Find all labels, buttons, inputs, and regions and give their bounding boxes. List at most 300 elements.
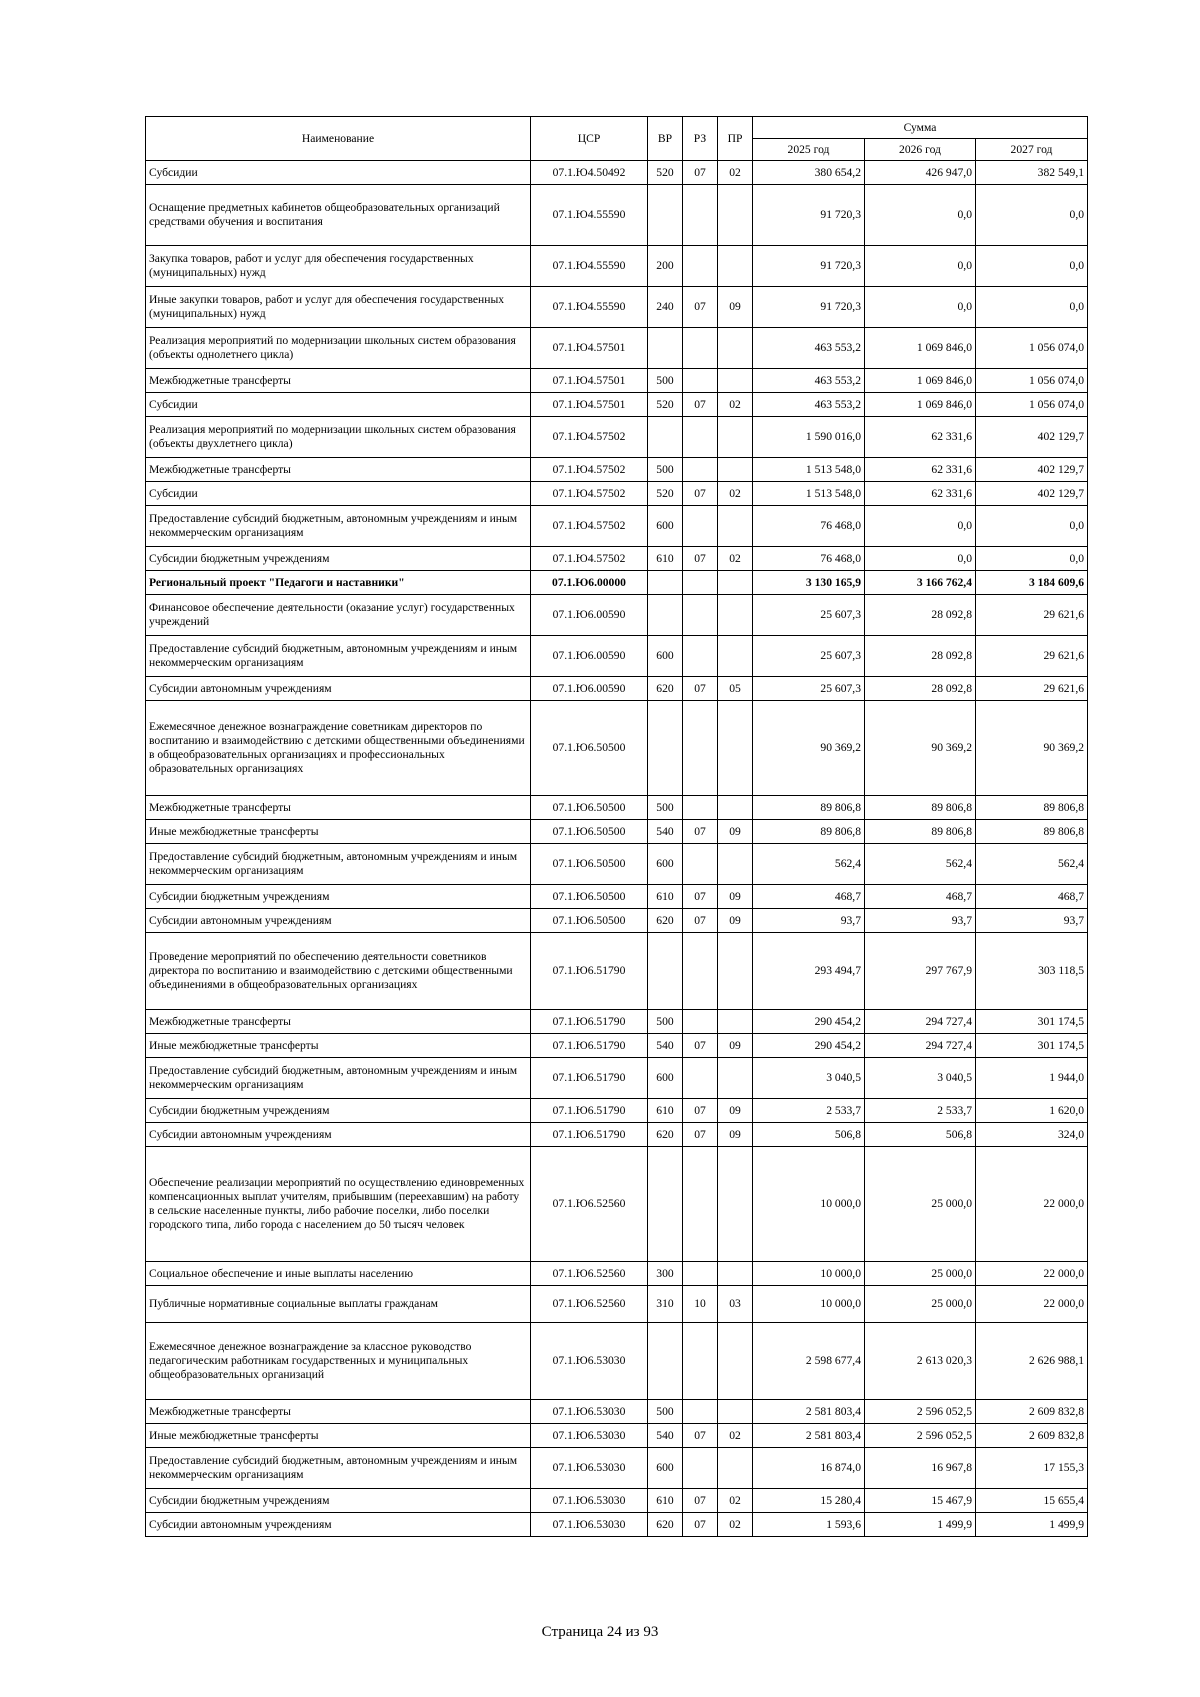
cell-sum-2027: 17 155,3 bbox=[976, 1448, 1088, 1489]
cell-pr: 02 bbox=[718, 1424, 753, 1448]
table-row bbox=[146, 933, 1088, 1010]
cell-vr: 500 bbox=[648, 1010, 683, 1034]
table-row bbox=[146, 369, 1088, 393]
cell-name: Предоставление субсидий бюджетным, автономным учреждениям и иным некоммерческим организациям bbox=[146, 506, 531, 547]
cell-sum-2027: 2 609 832,8 bbox=[976, 1400, 1088, 1424]
cell-pr bbox=[718, 328, 753, 369]
cell-rz bbox=[683, 701, 718, 796]
cell-vr: 500 bbox=[648, 1400, 683, 1424]
cell-sum-2026: 426 947,0 bbox=[865, 161, 976, 185]
cell-sum-2025: 1 593,6 bbox=[753, 1513, 865, 1537]
cell-name: Межбюджетные трансферты bbox=[146, 458, 531, 482]
cell-sum-2026: 2 613 020,3 bbox=[865, 1323, 976, 1400]
cell-csr: 07.1.Ю4.57501 bbox=[531, 328, 648, 369]
cell-name: Иные межбюджетные трансферты bbox=[146, 820, 531, 844]
cell-csr: 07.1.Ю6.00000 bbox=[531, 571, 648, 595]
cell-pr bbox=[718, 1323, 753, 1400]
cell-sum-2027: 0,0 bbox=[976, 287, 1088, 328]
cell-rz: 07 bbox=[683, 287, 718, 328]
cell-pr bbox=[718, 571, 753, 595]
cell-sum-2026: 25 000,0 bbox=[865, 1286, 976, 1323]
cell-name: Реализация мероприятий по модернизации школьных систем образования (объекты однолетнего цикла) bbox=[146, 328, 531, 369]
cell-vr: 540 bbox=[648, 820, 683, 844]
cell-vr: 600 bbox=[648, 506, 683, 547]
table-row bbox=[146, 796, 1088, 820]
cell-sum-2027: 0,0 bbox=[976, 185, 1088, 246]
cell-csr: 07.1.Ю4.57501 bbox=[531, 393, 648, 417]
table-row bbox=[146, 885, 1088, 909]
cell-rz bbox=[683, 844, 718, 885]
table-row bbox=[146, 1323, 1088, 1400]
cell-rz bbox=[683, 1400, 718, 1424]
table-row bbox=[146, 844, 1088, 885]
cell-pr: 09 bbox=[718, 1034, 753, 1058]
table-row bbox=[146, 161, 1088, 185]
cell-sum-2026: 89 806,8 bbox=[865, 820, 976, 844]
cell-vr bbox=[648, 417, 683, 458]
cell-name: Предоставление субсидий бюджетным, автономным учреждениям и иным некоммерческим организациям bbox=[146, 1058, 531, 1099]
cell-pr bbox=[718, 701, 753, 796]
cell-name: Субсидии автономным учреждениям bbox=[146, 677, 531, 701]
header-row bbox=[146, 117, 1088, 139]
table-row bbox=[146, 1513, 1088, 1537]
table-row bbox=[146, 246, 1088, 287]
cell-rz bbox=[683, 1323, 718, 1400]
cell-name: Оснащение предметных кабинетов общеобразовательных организаций средствами обучения и воспитания bbox=[146, 185, 531, 246]
cell-pr bbox=[718, 246, 753, 287]
cell-rz: 07 bbox=[683, 1424, 718, 1448]
cell-sum-2027: 402 129,7 bbox=[976, 482, 1088, 506]
cell-name: Ежемесячное денежное вознаграждение советникам директоров по воспитанию и взаимодействию с детскими общественными объединениями в общеобразовательных организациях и профессиональных образовательных организациях bbox=[146, 701, 531, 796]
table-row bbox=[146, 458, 1088, 482]
cell-sum-2027: 1 499,9 bbox=[976, 1513, 1088, 1537]
cell-sum-2026: 3 166 762,4 bbox=[865, 571, 976, 595]
cell-pr bbox=[718, 1010, 753, 1034]
cell-vr: 610 bbox=[648, 547, 683, 571]
cell-name: Субсидии бюджетным учреждениям bbox=[146, 1099, 531, 1123]
cell-rz bbox=[683, 796, 718, 820]
cell-rz: 07 bbox=[683, 885, 718, 909]
cell-name: Социальное обеспечение и иные выплаты населению bbox=[146, 1262, 531, 1286]
cell-rz bbox=[683, 1448, 718, 1489]
cell-sum-2027: 93,7 bbox=[976, 909, 1088, 933]
header-rz: РЗ bbox=[683, 117, 718, 161]
cell-name: Предоставление субсидий бюджетным, автономным учреждениям и иным некоммерческим организациям bbox=[146, 636, 531, 677]
cell-sum-2025: 380 654,2 bbox=[753, 161, 865, 185]
table-row bbox=[146, 1424, 1088, 1448]
cell-sum-2025: 463 553,2 bbox=[753, 393, 865, 417]
cell-sum-2025: 10 000,0 bbox=[753, 1286, 865, 1323]
cell-vr bbox=[648, 595, 683, 636]
cell-sum-2025: 2 581 803,4 bbox=[753, 1424, 865, 1448]
cell-rz: 07 bbox=[683, 1099, 718, 1123]
cell-pr: 05 bbox=[718, 677, 753, 701]
cell-rz bbox=[683, 246, 718, 287]
table-row bbox=[146, 571, 1088, 595]
cell-sum-2027: 402 129,7 bbox=[976, 417, 1088, 458]
cell-rz bbox=[683, 1058, 718, 1099]
cell-sum-2026: 90 369,2 bbox=[865, 701, 976, 796]
cell-vr: 620 bbox=[648, 909, 683, 933]
table-row bbox=[146, 185, 1088, 246]
cell-rz bbox=[683, 369, 718, 393]
cell-name: Ежемесячное денежное вознаграждение за классное руководство педагогическим работникам государственных и муниципальных общеобразовательных организаций bbox=[146, 1323, 531, 1400]
cell-name: Проведение мероприятий по обеспечению деятельности советников директора по воспитанию и взаимодействию с детскими общественными объединениями в общеобразовательных организациях bbox=[146, 933, 531, 1010]
cell-rz: 07 bbox=[683, 161, 718, 185]
cell-vr: 240 bbox=[648, 287, 683, 328]
cell-name: Обеспечение реализации мероприятий по осуществлению единовременных компенсационных выплат учителям, прибывшим (переехавшим) на работу в сельские населенные пункты, либо рабочие поселки, либо поселки городского типа, либо города с населением до 50 тысяч человек bbox=[146, 1147, 531, 1262]
table-row bbox=[146, 909, 1088, 933]
cell-sum-2027: 29 621,6 bbox=[976, 595, 1088, 636]
cell-sum-2025: 3 040,5 bbox=[753, 1058, 865, 1099]
cell-sum-2027: 402 129,7 bbox=[976, 458, 1088, 482]
cell-rz bbox=[683, 328, 718, 369]
cell-rz bbox=[683, 417, 718, 458]
cell-name: Иные межбюджетные трансферты bbox=[146, 1034, 531, 1058]
cell-sum-2027: 22 000,0 bbox=[976, 1262, 1088, 1286]
cell-pr: 02 bbox=[718, 1489, 753, 1513]
cell-sum-2025: 463 553,2 bbox=[753, 369, 865, 393]
cell-csr: 07.1.Ю6.52560 bbox=[531, 1147, 648, 1262]
cell-csr: 07.1.Ю4.55590 bbox=[531, 246, 648, 287]
cell-sum-2026: 28 092,8 bbox=[865, 677, 976, 701]
cell-name: Межбюджетные трансферты bbox=[146, 369, 531, 393]
cell-sum-2026: 62 331,6 bbox=[865, 417, 976, 458]
cell-csr: 07.1.Ю4.57502 bbox=[531, 458, 648, 482]
cell-sum-2025: 293 494,7 bbox=[753, 933, 865, 1010]
cell-sum-2025: 25 607,3 bbox=[753, 595, 865, 636]
table-row bbox=[146, 1010, 1088, 1034]
cell-rz: 10 bbox=[683, 1286, 718, 1323]
cell-sum-2027: 15 655,4 bbox=[976, 1489, 1088, 1513]
header-csr: ЦСР bbox=[531, 117, 648, 161]
cell-csr: 07.1.Ю6.51790 bbox=[531, 1010, 648, 1034]
cell-sum-2025: 25 607,3 bbox=[753, 636, 865, 677]
cell-csr: 07.1.Ю6.52560 bbox=[531, 1286, 648, 1323]
cell-sum-2025: 1 590 016,0 bbox=[753, 417, 865, 458]
cell-name: Субсидии бюджетным учреждениям bbox=[146, 1489, 531, 1513]
cell-csr: 07.1.Ю6.51790 bbox=[531, 1099, 648, 1123]
cell-sum-2025: 290 454,2 bbox=[753, 1010, 865, 1034]
cell-csr: 07.1.Ю6.53030 bbox=[531, 1424, 648, 1448]
cell-name: Межбюджетные трансферты bbox=[146, 796, 531, 820]
table-row bbox=[146, 701, 1088, 796]
cell-sum-2027: 29 621,6 bbox=[976, 636, 1088, 677]
cell-csr: 07.1.Ю6.53030 bbox=[531, 1400, 648, 1424]
table-row bbox=[146, 1286, 1088, 1323]
cell-sum-2027: 301 174,5 bbox=[976, 1010, 1088, 1034]
cell-rz bbox=[683, 458, 718, 482]
table-row bbox=[146, 1099, 1088, 1123]
cell-sum-2026: 15 467,9 bbox=[865, 1489, 976, 1513]
page-number: Страница 24 из 93 bbox=[541, 1624, 659, 1640]
cell-vr: 540 bbox=[648, 1424, 683, 1448]
cell-rz: 07 bbox=[683, 1123, 718, 1147]
cell-sum-2025: 91 720,3 bbox=[753, 246, 865, 287]
cell-vr bbox=[648, 933, 683, 1010]
cell-name: Предоставление субсидий бюджетным, автономным учреждениям и иным некоммерческим организациям bbox=[146, 844, 531, 885]
cell-csr: 07.1.Ю4.57502 bbox=[531, 482, 648, 506]
cell-csr: 07.1.Ю6.50500 bbox=[531, 701, 648, 796]
cell-pr bbox=[718, 1448, 753, 1489]
cell-sum-2025: 91 720,3 bbox=[753, 287, 865, 328]
cell-csr: 07.1.Ю6.53030 bbox=[531, 1489, 648, 1513]
cell-sum-2026: 294 727,4 bbox=[865, 1034, 976, 1058]
cell-name: Иные закупки товаров, работ и услуг для обеспечения государственных (муниципальных) нужд bbox=[146, 287, 531, 328]
cell-sum-2025: 89 806,8 bbox=[753, 820, 865, 844]
cell-pr bbox=[718, 1262, 753, 1286]
cell-sum-2027: 303 118,5 bbox=[976, 933, 1088, 1010]
cell-csr: 07.1.Ю6.51790 bbox=[531, 1058, 648, 1099]
cell-pr bbox=[718, 1400, 753, 1424]
cell-sum-2027: 22 000,0 bbox=[976, 1147, 1088, 1262]
cell-name: Предоставление субсидий бюджетным, автономным учреждениям и иным некоммерческим организациям bbox=[146, 1448, 531, 1489]
cell-csr: 07.1.Ю4.57502 bbox=[531, 547, 648, 571]
cell-vr: 600 bbox=[648, 1058, 683, 1099]
cell-name: Субсидии автономным учреждениям bbox=[146, 909, 531, 933]
table-row bbox=[146, 482, 1088, 506]
cell-sum-2025: 76 468,0 bbox=[753, 506, 865, 547]
header-sum: Сумма bbox=[753, 117, 1088, 139]
cell-vr: 600 bbox=[648, 844, 683, 885]
cell-vr: 600 bbox=[648, 636, 683, 677]
cell-name: Публичные нормативные социальные выплаты гражданам bbox=[146, 1286, 531, 1323]
cell-pr bbox=[718, 1147, 753, 1262]
cell-pr: 02 bbox=[718, 393, 753, 417]
table-row bbox=[146, 547, 1088, 571]
header-year-2027: 2027 год bbox=[976, 139, 1088, 161]
header-year-2025: 2025 год bbox=[753, 139, 865, 161]
cell-rz bbox=[683, 933, 718, 1010]
header-vr: ВР bbox=[648, 117, 683, 161]
cell-csr: 07.1.Ю6.50500 bbox=[531, 796, 648, 820]
cell-pr: 09 bbox=[718, 1123, 753, 1147]
cell-sum-2026: 0,0 bbox=[865, 506, 976, 547]
cell-name: Межбюджетные трансферты bbox=[146, 1010, 531, 1034]
cell-sum-2027: 301 174,5 bbox=[976, 1034, 1088, 1058]
table-row bbox=[146, 1034, 1088, 1058]
cell-pr bbox=[718, 506, 753, 547]
cell-csr: 07.1.Ю6.00590 bbox=[531, 595, 648, 636]
cell-sum-2027: 1 056 074,0 bbox=[976, 393, 1088, 417]
table-row bbox=[146, 1262, 1088, 1286]
cell-sum-2025: 16 874,0 bbox=[753, 1448, 865, 1489]
cell-vr: 600 bbox=[648, 1448, 683, 1489]
cell-sum-2025: 1 513 548,0 bbox=[753, 458, 865, 482]
cell-sum-2027: 89 806,8 bbox=[976, 820, 1088, 844]
cell-pr: 02 bbox=[718, 1513, 753, 1537]
cell-csr: 07.1.Ю6.52560 bbox=[531, 1262, 648, 1286]
cell-vr: 300 bbox=[648, 1262, 683, 1286]
cell-rz bbox=[683, 1262, 718, 1286]
cell-rz: 07 bbox=[683, 1513, 718, 1537]
cell-vr: 610 bbox=[648, 885, 683, 909]
cell-csr: 07.1.Ю4.55590 bbox=[531, 185, 648, 246]
header-name: Наименование bbox=[146, 117, 531, 161]
cell-pr bbox=[718, 844, 753, 885]
header-pr: ПР bbox=[718, 117, 753, 161]
cell-pr bbox=[718, 458, 753, 482]
cell-vr: 310 bbox=[648, 1286, 683, 1323]
cell-sum-2025: 463 553,2 bbox=[753, 328, 865, 369]
table-row bbox=[146, 1123, 1088, 1147]
cell-pr bbox=[718, 933, 753, 1010]
cell-pr: 09 bbox=[718, 1099, 753, 1123]
cell-name: Субсидии bbox=[146, 482, 531, 506]
cell-vr: 500 bbox=[648, 796, 683, 820]
cell-sum-2027: 1 944,0 bbox=[976, 1058, 1088, 1099]
cell-rz bbox=[683, 506, 718, 547]
cell-csr: 07.1.Ю6.51790 bbox=[531, 933, 648, 1010]
cell-pr bbox=[718, 796, 753, 820]
cell-rz: 07 bbox=[683, 1034, 718, 1058]
cell-vr: 620 bbox=[648, 1123, 683, 1147]
cell-rz: 07 bbox=[683, 909, 718, 933]
cell-sum-2026: 506,8 bbox=[865, 1123, 976, 1147]
cell-vr: 520 bbox=[648, 161, 683, 185]
cell-vr: 520 bbox=[648, 482, 683, 506]
cell-vr bbox=[648, 1147, 683, 1262]
cell-sum-2027: 22 000,0 bbox=[976, 1286, 1088, 1323]
cell-vr bbox=[648, 185, 683, 246]
cell-pr: 09 bbox=[718, 885, 753, 909]
cell-sum-2027: 0,0 bbox=[976, 506, 1088, 547]
cell-sum-2026: 25 000,0 bbox=[865, 1147, 976, 1262]
cell-csr: 07.1.Ю4.50492 bbox=[531, 161, 648, 185]
cell-vr: 620 bbox=[648, 1513, 683, 1537]
cell-rz: 07 bbox=[683, 1489, 718, 1513]
cell-sum-2027: 29 621,6 bbox=[976, 677, 1088, 701]
table-row bbox=[146, 636, 1088, 677]
cell-name: Субсидии автономным учреждениям bbox=[146, 1513, 531, 1537]
cell-vr: 500 bbox=[648, 458, 683, 482]
cell-sum-2027: 2 626 988,1 bbox=[976, 1323, 1088, 1400]
cell-sum-2027: 468,7 bbox=[976, 885, 1088, 909]
table-row bbox=[146, 1448, 1088, 1489]
cell-csr: 07.1.Ю6.00590 bbox=[531, 636, 648, 677]
cell-sum-2026: 0,0 bbox=[865, 185, 976, 246]
cell-rz: 07 bbox=[683, 547, 718, 571]
cell-vr: 200 bbox=[648, 246, 683, 287]
cell-rz bbox=[683, 1010, 718, 1034]
cell-name: Финансовое обеспечение деятельности (оказание услуг) государственных учреждений bbox=[146, 595, 531, 636]
cell-name: Межбюджетные трансферты bbox=[146, 1400, 531, 1424]
cell-rz bbox=[683, 185, 718, 246]
cell-csr: 07.1.Ю4.57501 bbox=[531, 369, 648, 393]
cell-pr bbox=[718, 1058, 753, 1099]
header-year-2026: 2026 год bbox=[865, 139, 976, 161]
cell-vr: 610 bbox=[648, 1099, 683, 1123]
cell-name: Реализация мероприятий по модернизации школьных систем образования (объекты двухлетнего цикла) bbox=[146, 417, 531, 458]
cell-name: Иные межбюджетные трансферты bbox=[146, 1424, 531, 1448]
cell-csr: 07.1.Ю6.53030 bbox=[531, 1513, 648, 1537]
cell-sum-2027: 2 609 832,8 bbox=[976, 1424, 1088, 1448]
cell-name: Субсидии бюджетным учреждениям bbox=[146, 547, 531, 571]
cell-sum-2026: 3 040,5 bbox=[865, 1058, 976, 1099]
table-row bbox=[146, 820, 1088, 844]
cell-csr: 07.1.Ю4.55590 bbox=[531, 287, 648, 328]
table-row bbox=[146, 1058, 1088, 1099]
cell-sum-2026: 25 000,0 bbox=[865, 1262, 976, 1286]
cell-sum-2027: 382 549,1 bbox=[976, 161, 1088, 185]
cell-sum-2026: 2 533,7 bbox=[865, 1099, 976, 1123]
cell-sum-2027: 0,0 bbox=[976, 246, 1088, 287]
cell-vr bbox=[648, 1323, 683, 1400]
cell-pr: 02 bbox=[718, 547, 753, 571]
cell-rz bbox=[683, 595, 718, 636]
cell-sum-2026: 16 967,8 bbox=[865, 1448, 976, 1489]
table-row bbox=[146, 328, 1088, 369]
cell-sum-2027: 0,0 bbox=[976, 547, 1088, 571]
cell-csr: 07.1.Ю4.57502 bbox=[531, 417, 648, 458]
cell-csr: 07.1.Ю6.53030 bbox=[531, 1323, 648, 1400]
cell-sum-2026: 1 499,9 bbox=[865, 1513, 976, 1537]
cell-csr: 07.1.Ю6.50500 bbox=[531, 820, 648, 844]
cell-vr: 540 bbox=[648, 1034, 683, 1058]
cell-sum-2025: 10 000,0 bbox=[753, 1147, 865, 1262]
cell-sum-2025: 562,4 bbox=[753, 844, 865, 885]
cell-rz bbox=[683, 1147, 718, 1262]
cell-sum-2026: 297 767,9 bbox=[865, 933, 976, 1010]
cell-pr: 09 bbox=[718, 287, 753, 328]
cell-rz: 07 bbox=[683, 677, 718, 701]
cell-sum-2027: 3 184 609,6 bbox=[976, 571, 1088, 595]
cell-sum-2026: 0,0 bbox=[865, 547, 976, 571]
cell-sum-2026: 62 331,6 bbox=[865, 458, 976, 482]
cell-name: Субсидии автономным учреждениям bbox=[146, 1123, 531, 1147]
cell-sum-2027: 1 056 074,0 bbox=[976, 369, 1088, 393]
cell-sum-2025: 506,8 bbox=[753, 1123, 865, 1147]
cell-pr: 09 bbox=[718, 820, 753, 844]
cell-csr: 07.1.Ю6.53030 bbox=[531, 1448, 648, 1489]
cell-pr bbox=[718, 417, 753, 458]
table-row bbox=[146, 1147, 1088, 1262]
cell-name: Закупка товаров, работ и услуг для обеспечения государственных (муниципальных) нужд bbox=[146, 246, 531, 287]
cell-vr: 610 bbox=[648, 1489, 683, 1513]
cell-sum-2025: 2 533,7 bbox=[753, 1099, 865, 1123]
cell-pr: 02 bbox=[718, 482, 753, 506]
cell-rz: 07 bbox=[683, 393, 718, 417]
table-row bbox=[146, 677, 1088, 701]
cell-sum-2026: 1 069 846,0 bbox=[865, 393, 976, 417]
cell-sum-2026: 0,0 bbox=[865, 287, 976, 328]
table-row bbox=[146, 595, 1088, 636]
cell-sum-2027: 90 369,2 bbox=[976, 701, 1088, 796]
cell-csr: 07.1.Ю6.50500 bbox=[531, 885, 648, 909]
table-row bbox=[146, 506, 1088, 547]
cell-vr bbox=[648, 701, 683, 796]
cell-vr bbox=[648, 571, 683, 595]
cell-rz: 07 bbox=[683, 820, 718, 844]
cell-name: Субсидии bbox=[146, 161, 531, 185]
cell-csr: 07.1.Ю6.50500 bbox=[531, 909, 648, 933]
cell-sum-2026: 0,0 bbox=[865, 246, 976, 287]
table-row bbox=[146, 1489, 1088, 1513]
cell-vr: 500 bbox=[648, 369, 683, 393]
cell-sum-2025: 91 720,3 bbox=[753, 185, 865, 246]
cell-sum-2025: 3 130 165,9 bbox=[753, 571, 865, 595]
cell-sum-2027: 324,0 bbox=[976, 1123, 1088, 1147]
cell-sum-2026: 1 069 846,0 bbox=[865, 328, 976, 369]
cell-sum-2026: 468,7 bbox=[865, 885, 976, 909]
cell-csr: 07.1.Ю6.00590 bbox=[531, 677, 648, 701]
cell-sum-2026: 89 806,8 bbox=[865, 796, 976, 820]
cell-rz: 07 bbox=[683, 482, 718, 506]
cell-pr: 02 bbox=[718, 161, 753, 185]
cell-sum-2026: 28 092,8 bbox=[865, 595, 976, 636]
budget-table bbox=[145, 116, 1088, 1537]
cell-pr bbox=[718, 185, 753, 246]
